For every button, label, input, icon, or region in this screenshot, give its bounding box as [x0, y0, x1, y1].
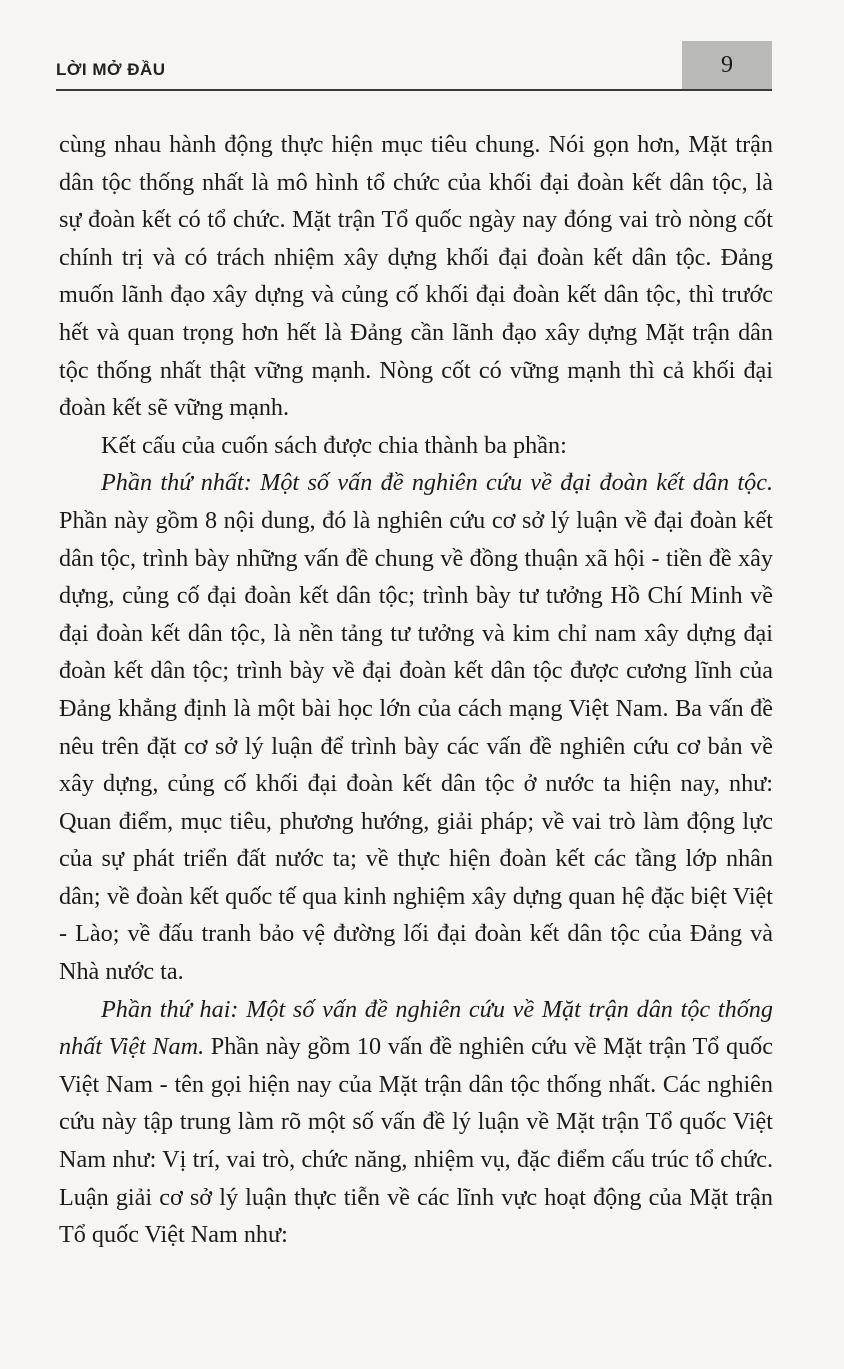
paragraph-continuation: cùng nhau hành động thực hiện mục tiêu chung. Nói gọn hơn, Mặt trận dân tộc thống nhất là mô hình tổ chức của khối đại đoàn kết dân tộc, là sự đoàn kết có tổ chức. Mặt trận Tổ quốc ngày nay đóng vai trò nòng cốt chính trị và có trách nhiệm xây dựng khối đại đoàn kết dân tộc. Đảng muốn lãnh đạo xây dựng và củng cố khối đại đoàn kết dân tộc, thì trước hết và quan trọng hơn hết là Đảng cần lãnh đạo xây dựng Mặt trận dân tộc thống nhất thật vững mạnh. Nòng cốt có vững mạnh thì cả khối đại đoàn kết sẽ vững mạnh. — [59, 131, 773, 422]
part-two-heading: Phần thứ hai: Một số vấn đề nghiên cứu về Mặt trận dân tộc thống nhất Việt Nam. — [59, 995, 773, 1061]
paragraph-part-one — [59, 464, 773, 990]
paragraph-part-two — [59, 991, 773, 1254]
header-rule — [56, 89, 772, 91]
part-two-text: Phần này gồm 10 vấn đề nghiên cứu về Mặt trận Tổ quốc Việt Nam - tên gọi hiện nay của Mặt trận dân tộc thống nhất. Các nghiên cứu này tập trung làm rõ một số vấn đề lý luận về Mặt trận Tổ quốc Việt Nam như: Vị trí, vai trò, chức năng, nhiệm vụ, đặc điểm cấu trúc tổ chức. Luận giải cơ sở lý luận thực tiễn về các lĩnh vực hoạt động của Mặt trận Tổ quốc Việt Nam như: — [59, 1033, 773, 1249]
body-text — [59, 126, 773, 1254]
paragraph-structure-intro: Kết cấu của cuốn sách được chia thành ba phần: — [101, 431, 567, 459]
part-one-text: Phần này gồm 8 nội dung, đó là nghiên cứu cơ sở lý luận về đại đoàn kết dân tộc, trình bày những vấn đề chung về đồng thuận xã hội - tiền đề xây dựng, củng cố đại đoàn kết dân tộc; trình bày tư tưởng Hồ Chí Minh về đại đoàn kết dân tộc, là nền tảng tư tưởng và kim chỉ nam xây dựng đại đoàn kết dân tộc; trình bày về đại đoàn kết dân tộc được cương lĩnh của Đảng khẳng định là một bài học lớn của cách mạng Việt Nam. Ba vấn đề nêu trên đặt cơ sở lý luận để trình bày các vấn đề nghiên cứu cơ bản về xây dựng, củng cố khối đại đoàn kết dân tộc ở nước ta hiện nay, như: Quan điểm, mục tiêu, phương hướng, giải pháp; về vai trò làm động lực của sự phát triển đất nước ta; về thực hiện đoàn kết các tầng lớp nhân dân; về đoàn kết quốc tế qua kinh nghiệm xây dựng quan hệ đặc biệt Việt - Lào; về đấu tranh bảo vệ đường lối đại đoàn kết dân tộc của Đảng và Nhà nước ta. — [59, 506, 773, 986]
page-number: 9 — [721, 51, 733, 78]
part-one-heading: Phần thứ nhất: Một số vấn đề nghiên cứu về đại đoàn kết dân tộc. — [101, 469, 773, 497]
page-number-box — [682, 41, 772, 89]
page-header — [0, 0, 844, 100]
section-label: LỜI MỞ ĐẦU — [56, 60, 166, 79]
